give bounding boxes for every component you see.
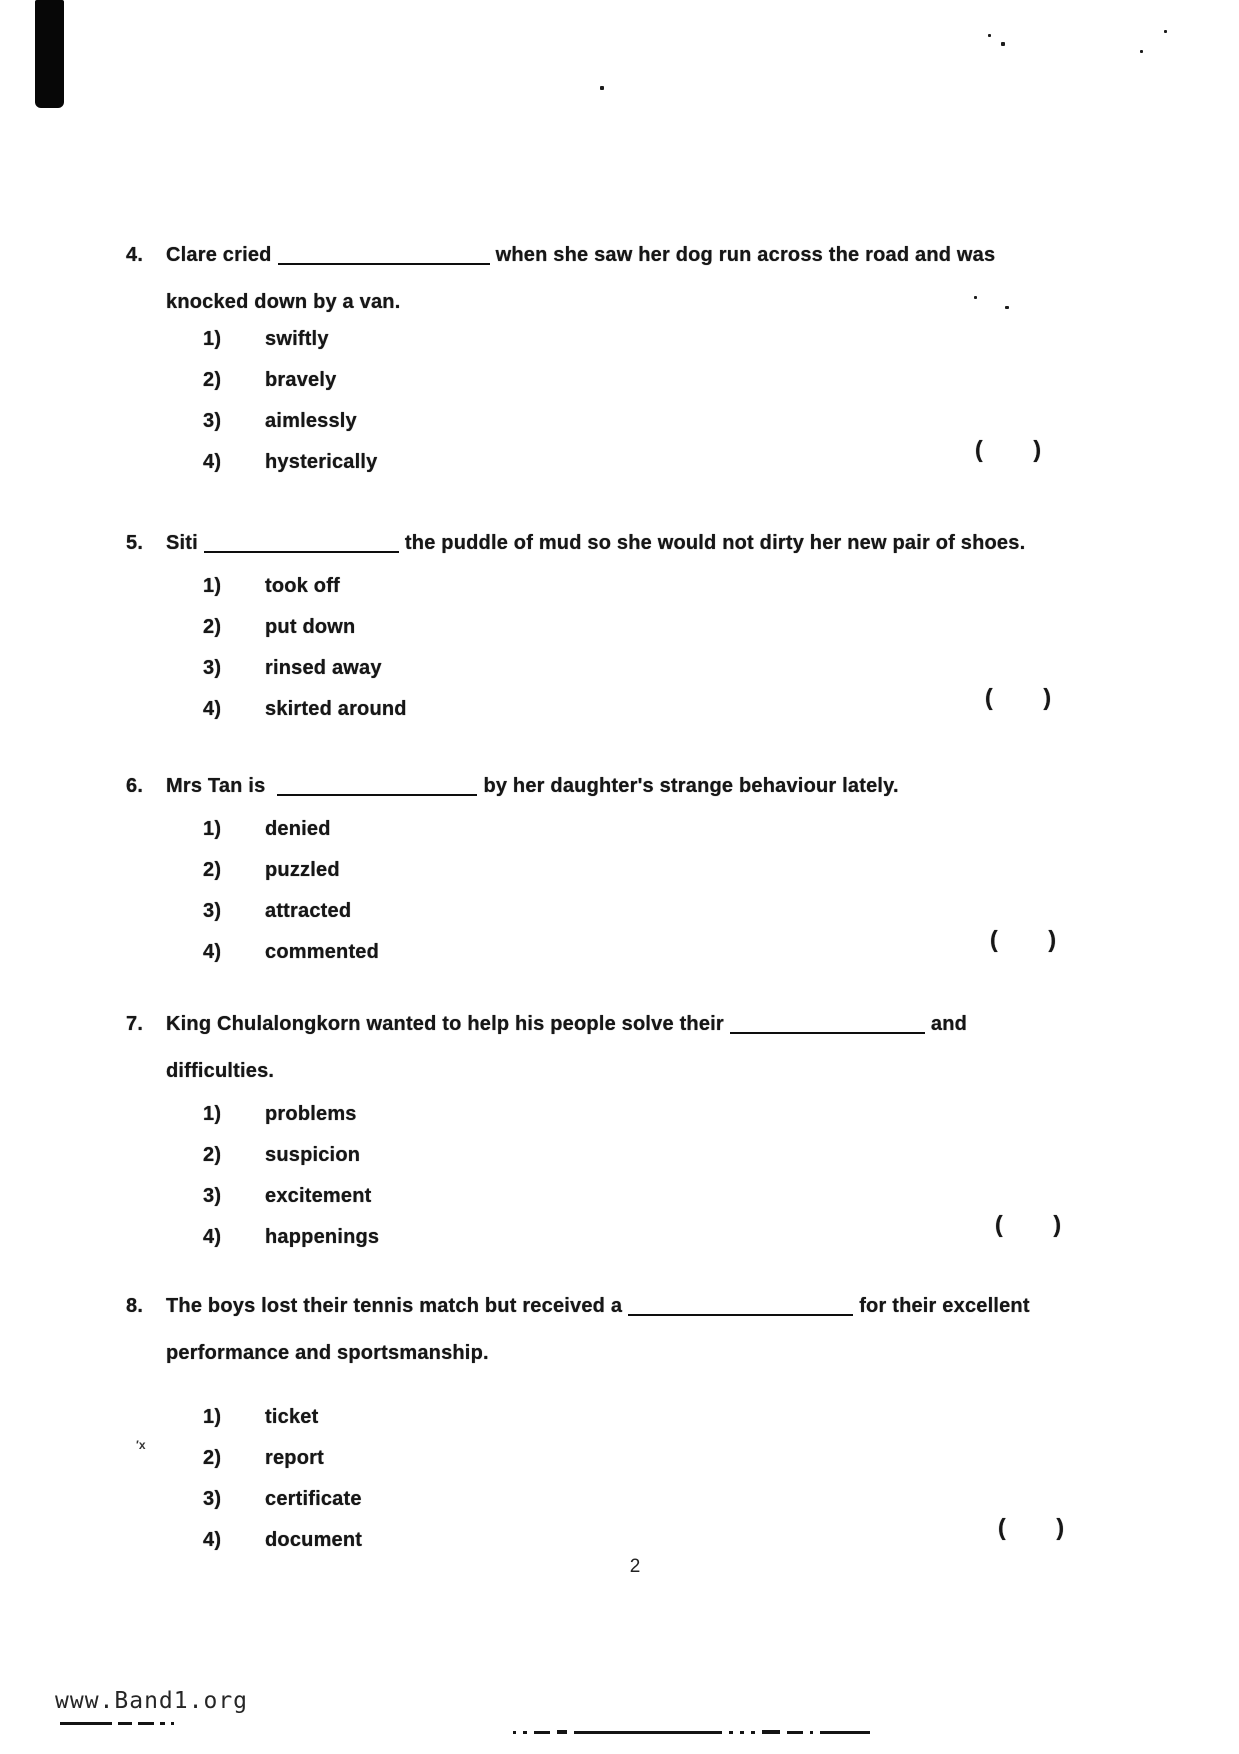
scan-speck (1005, 306, 1009, 309)
question-6-number: 6. (126, 775, 144, 797)
question-4-blank (278, 263, 490, 265)
scan-stray-mark: ′x (136, 1438, 146, 1452)
option-label: commented (265, 941, 380, 963)
close-paren: ) (1056, 1514, 1064, 1540)
open-paren: ( (995, 1211, 1003, 1237)
close-paren: ) (1043, 684, 1051, 710)
scan-speck (1140, 50, 1143, 53)
question-8-option-2 (203, 1444, 324, 1472)
option-number: 2) (203, 369, 222, 391)
question-8-line-2: performance and sportsmanship. (166, 1342, 489, 1364)
open-paren: ( (985, 684, 993, 710)
option-number: 1) (203, 818, 222, 840)
question-6-blank (277, 794, 477, 796)
option-label: document (265, 1529, 363, 1551)
option-label: excitement (265, 1185, 372, 1207)
option-label: problems (265, 1103, 357, 1125)
question-5-text-before-blank: Siti (166, 532, 198, 554)
option-number: 3) (203, 657, 222, 679)
question-6-text-before-blank: Mrs Tan is (166, 775, 266, 797)
option-number: 2) (203, 1447, 222, 1469)
question-6-line-1 (126, 771, 899, 801)
option-label: puzzled (265, 859, 340, 881)
question-6-option-3 (203, 897, 351, 925)
question-7-option-1 (203, 1100, 357, 1128)
option-label: aimlessly (265, 410, 357, 432)
option-number: 1) (203, 1103, 222, 1125)
option-number: 2) (203, 859, 222, 881)
option-number: 4) (203, 941, 222, 963)
option-number: 3) (203, 410, 222, 432)
scan-speck (600, 86, 604, 90)
question-7-text-after-blank: and (930, 1013, 968, 1035)
scan-speck (1001, 42, 1005, 46)
question-6-option-2 (203, 856, 340, 884)
option-label: attracted (265, 900, 352, 922)
option-label: swiftly (265, 328, 329, 350)
option-label: suspicion (265, 1144, 361, 1166)
question-8-option-1 (203, 1403, 318, 1431)
question-7-text-before-blank: King Chulalongkorn wanted to help his people solve their (166, 1013, 724, 1035)
option-label: took off (265, 575, 340, 597)
option-number: 1) (203, 1406, 222, 1428)
question-8-text-before-blank: The boys lost their tennis match but received a (166, 1295, 623, 1317)
question-4-answer-brackets (975, 436, 1041, 463)
question-5-answer-brackets (985, 684, 1051, 711)
scan-artifact-bar (35, 0, 64, 108)
question-8-option-3 (203, 1485, 362, 1513)
question-5-blank (204, 551, 399, 553)
question-8-text-after-blank: for their excellent (859, 1295, 1030, 1317)
question-5-option-4 (203, 695, 407, 723)
option-label: rinsed away (265, 657, 382, 679)
option-label: put down (265, 616, 356, 638)
question-7-option-3 (203, 1182, 372, 1210)
option-label: denied (265, 818, 331, 840)
option-number: 4) (203, 1226, 222, 1248)
question-5-option-2 (203, 613, 355, 641)
option-number: 3) (203, 900, 222, 922)
question-7-line-1 (126, 1009, 967, 1039)
option-number: 4) (203, 698, 222, 720)
option-label: ticket (265, 1406, 319, 1428)
open-paren: ( (990, 926, 998, 952)
question-7-option-4 (203, 1223, 379, 1251)
scan-speck (974, 296, 977, 299)
option-label: happenings (265, 1226, 380, 1248)
question-4-number: 4. (126, 244, 144, 266)
question-4-line-2: knocked down by a van. (166, 291, 401, 313)
question-6-answer-brackets (990, 926, 1056, 953)
question-6-text-after-blank: by her daughter's strange behaviour lately. (483, 775, 899, 797)
question-4-option-2 (203, 366, 336, 394)
question-7-answer-brackets (995, 1211, 1061, 1238)
question-4-text-before-blank: Clare cried (166, 244, 272, 266)
close-paren: ) (1033, 436, 1041, 462)
option-number: 1) (203, 575, 222, 597)
option-number: 2) (203, 616, 222, 638)
question-4-text-after-blank: when she saw her dog run across the road and was (495, 244, 996, 266)
open-paren: ( (998, 1514, 1006, 1540)
scan-speck (988, 34, 991, 37)
close-paren: ) (1053, 1211, 1061, 1237)
option-label: skirted around (265, 698, 407, 720)
question-7-line-2: difficulties. (166, 1060, 275, 1082)
watermark: www.Band1.org (55, 1688, 249, 1714)
question-6-option-1 (203, 815, 331, 843)
question-4-option-4 (203, 448, 377, 476)
question-7-blank (730, 1032, 925, 1034)
option-label: bravely (265, 369, 337, 391)
scan-dash-line-right (513, 1730, 870, 1734)
question-7-option-2 (203, 1141, 360, 1169)
option-number: 4) (203, 451, 222, 473)
question-4-option-3 (203, 407, 357, 435)
question-8-answer-brackets (998, 1514, 1064, 1541)
question-5-option-1 (203, 572, 340, 600)
option-number: 4) (203, 1529, 222, 1551)
question-8-blank (628, 1314, 853, 1316)
option-label: hysterically (265, 451, 378, 473)
question-7-number: 7. (126, 1013, 144, 1035)
question-6-option-4 (203, 938, 379, 966)
option-number: 3) (203, 1488, 222, 1510)
question-5-text-after-blank: the puddle of mud so she would not dirty her new pair of shoes. (404, 532, 1026, 554)
option-label: certificate (265, 1488, 362, 1510)
question-4-option-1 (203, 325, 329, 353)
question-5-line-1 (126, 528, 1025, 558)
option-label: report (265, 1447, 324, 1469)
question-8-number: 8. (126, 1295, 144, 1317)
scan-speck (1164, 30, 1167, 33)
page-number: 2 (629, 1556, 641, 1577)
open-paren: ( (975, 436, 983, 462)
option-number: 1) (203, 328, 222, 350)
question-5-number: 5. (126, 532, 144, 554)
question-8-option-4 (203, 1526, 362, 1554)
question-4-line-1 (126, 240, 995, 270)
option-number: 2) (203, 1144, 222, 1166)
close-paren: ) (1048, 926, 1056, 952)
option-number: 3) (203, 1185, 222, 1207)
question-8-line-1 (126, 1291, 1030, 1321)
question-5-option-3 (203, 654, 382, 682)
scan-dash-line-left (60, 1722, 174, 1725)
